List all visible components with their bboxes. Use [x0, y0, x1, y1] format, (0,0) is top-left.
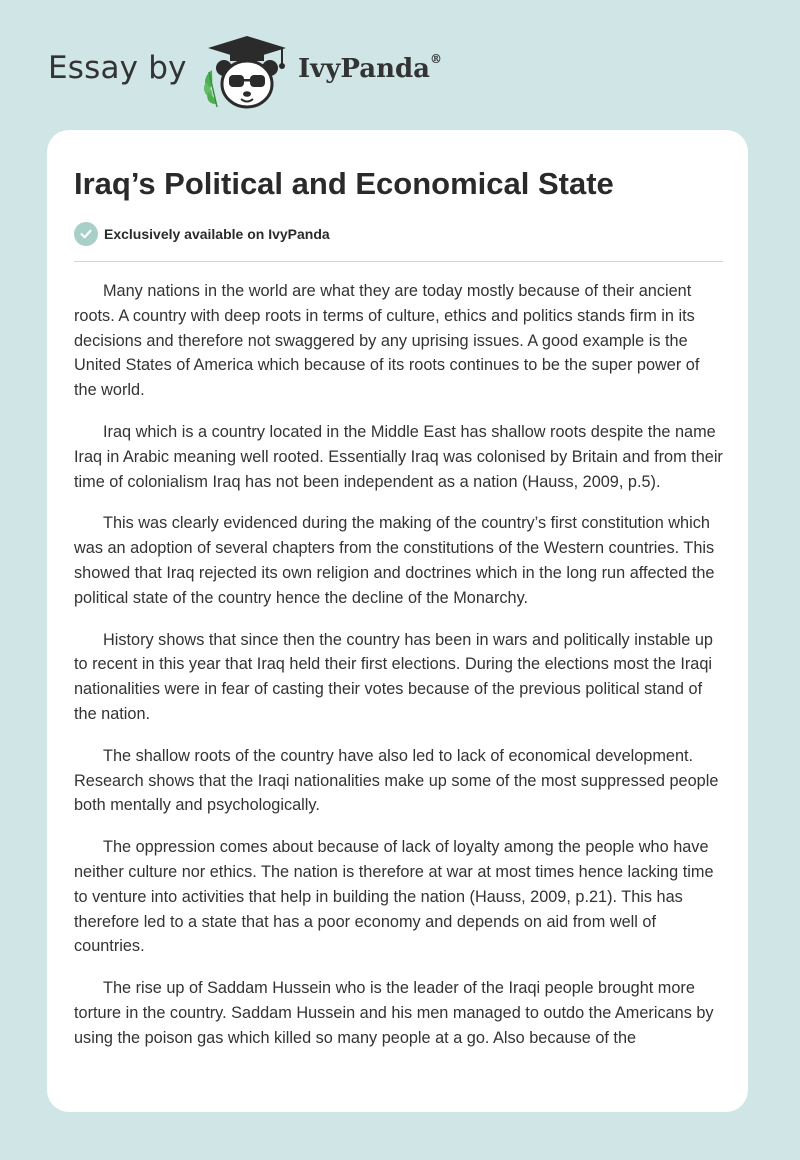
- registered-mark: ®: [430, 52, 443, 66]
- exclusive-badge: [74, 222, 330, 246]
- check-circle-icon: [74, 222, 98, 246]
- essay-body: [74, 279, 726, 1068]
- brand-logo[interactable]: [298, 54, 442, 84]
- paragraph: The rise up of Saddam Hussein who is the leader of the Iraqi people brought more torture in the country. Saddam Hussein and his men managed to outdo the Americans by using the poison gas which killed so many people at a go. Also because of the: [74, 979, 714, 1047]
- essay-card: [47, 130, 748, 1112]
- badge-label: Exclusively available on IvyPanda: [104, 226, 330, 242]
- brand-name: IvyPanda: [298, 54, 431, 84]
- panda-graduation-cap-icon: [198, 32, 296, 112]
- paragraph: Iraq which is a country located in the Middle East has shallow roots despite the name Iraq in Arabic meaning well rooted. Essentially Iraq was colonised by Britain and from their time of colonialism Iraq has not been independent as a nation (Hauss, 2009, p.5).: [74, 422, 723, 491]
- brand-prefix: Essay by: [48, 50, 187, 86]
- paragraph: The oppression comes about because of lack of loyalty among the people who have neither culture nor ethics. The nation is therefore at war at most times hence lacking time to venture into activities that help in building the nation (Hauss, 2009, p.21). This has therefore led to a state that has a poor economy and depends on aid from well of countries.: [74, 838, 714, 956]
- paragraph: History shows that since then the country has been in wars and politically instable up to recent in this year that Iraq held their first elections. During the elections most the Iraqi nationalities were in fear of casting their votes because of the previous political stand of the nation.: [74, 630, 713, 723]
- paragraph: Many nations in the world are what they are today mostly because of their ancient roots. A country with deep roots in terms of culture, ethics and politics stands firm in its decisions and therefore not swaggered by any uprising issues. A good example is the United States of America which because of its roots continues to be the super power of the world.: [74, 282, 700, 400]
- page-title: Iraq’s Political and Economical State: [74, 166, 614, 201]
- divider: [74, 261, 723, 262]
- paragraph: The shallow roots of the country have also led to lack of economical development. Research shows that the Iraqi nationalities make up some of the most suppressed people both mentally and psychologically.: [74, 746, 719, 815]
- site-header: [0, 0, 800, 125]
- paragraph: This was clearly evidenced during the making of the country’s first constitution which was an adoption of several chapters from the constitutions of the Western countries. This showed that Iraq rejected its own religion and doctrines which in the long run affected the political state of the country hence the decline of the Monarchy.: [74, 514, 715, 607]
